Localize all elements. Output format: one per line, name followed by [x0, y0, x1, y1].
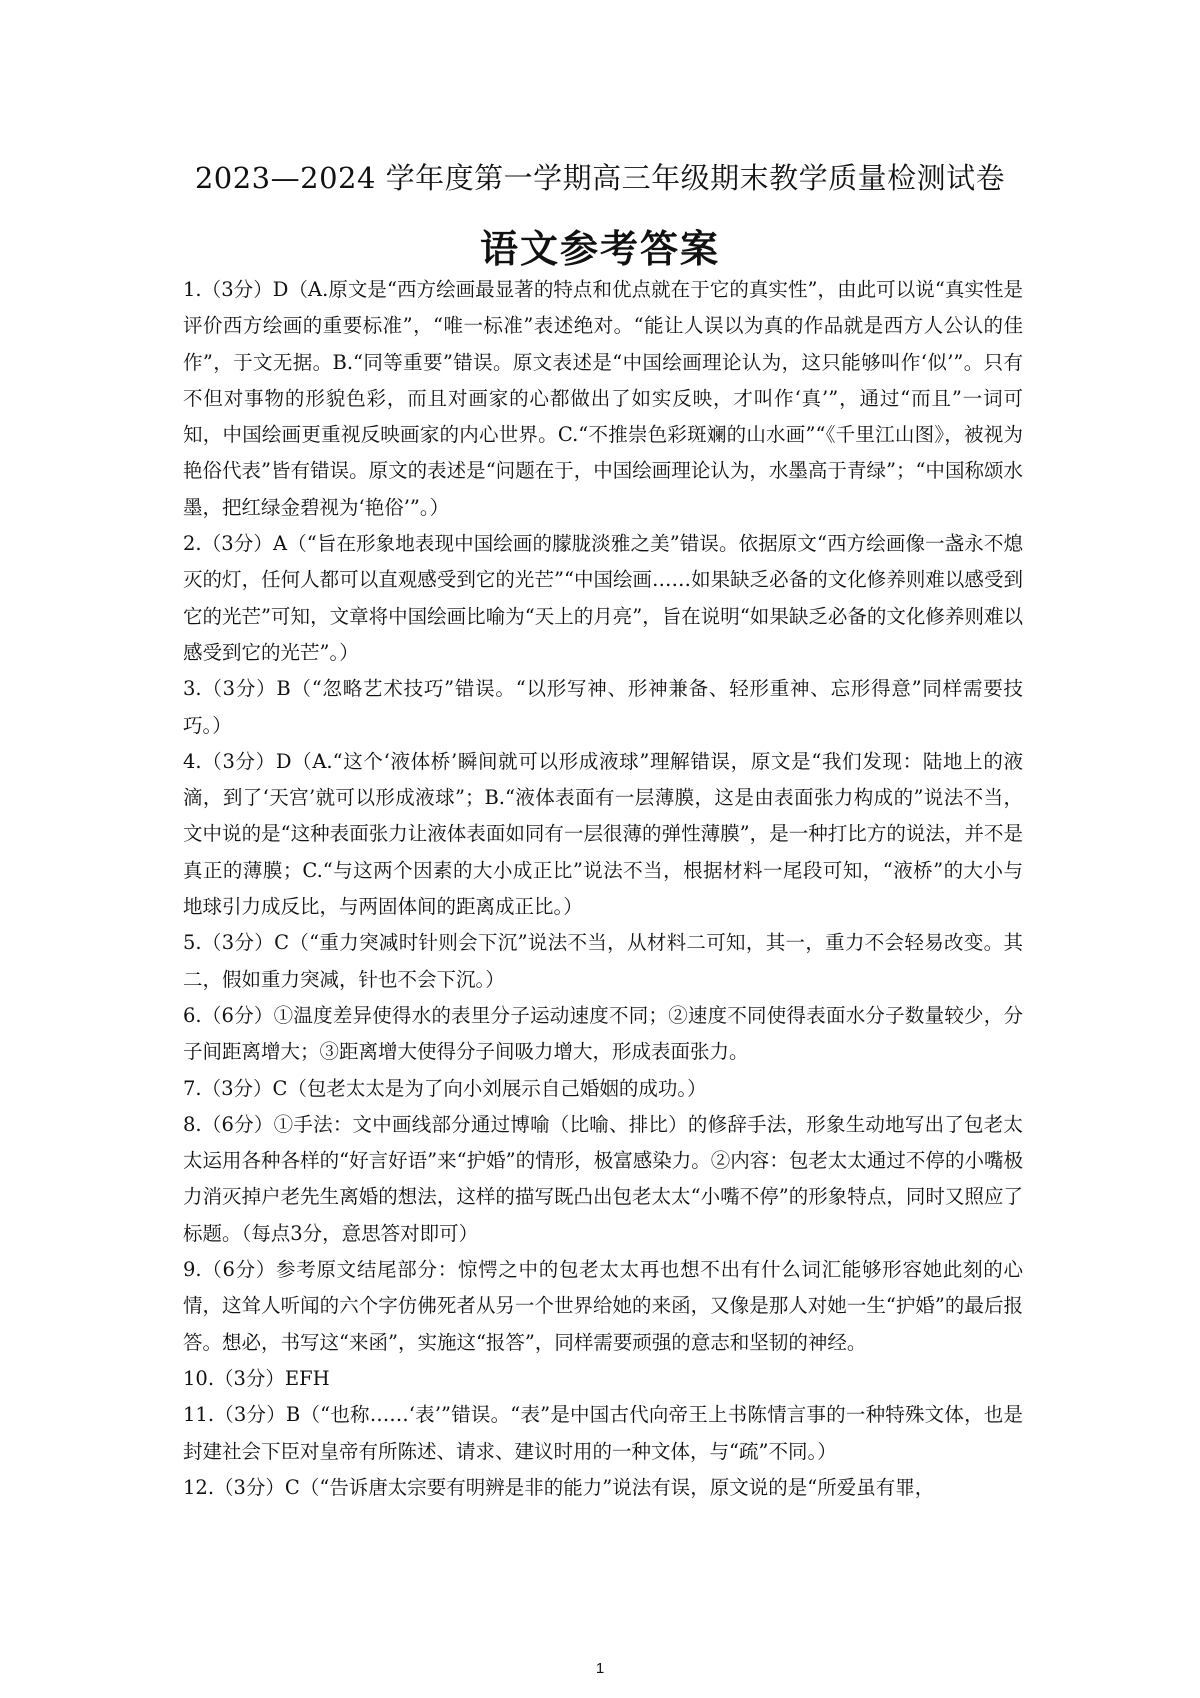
answer-list — [183, 272, 1023, 1506]
answer-item-5: 5.（3分）C（“重力突减时针则会下沉”说法不当，从材料二可知，其一，重力不会轻易改变。其二，假如重力突减，针也不会下沉。） — [183, 931, 1023, 991]
answer-item-8: 8.（6分）①手法：文中画线部分通过博喻（比喻、排比）的修辞手法，形象生动地写出了包老太太运用各种各样的“好言好语”来“护婚”的情形，极富感染力。②内容：包老太太通过不停的小嘴极力消灭掉户老先生离婚的想法，这样的描写既凸出包老太太“小嘴不停”的形象特点，同时又照应了标题。（每点3分，意思答对即可） — [183, 1112, 1023, 1245]
answer-item-2: 2.（3分）A（“旨在形象地表现中国绘画的朦胧淡雅之美”错误。依据原文“西方绘画像一盏永不熄灭的灯，任何人都可以直观感受到它的光芒”“中国绘画……如果缺乏必备的文化修养则难以感受到它的光芒”可知，文章将中国绘画比喻为“天上的月亮”，旨在说明“如果缺乏必备的文化修养则难以感受到它的光芒”。） — [183, 532, 1023, 664]
answer-item-1: 1.（3分）D（A.原文是“西方绘画最显著的特点和优点就在于它的真实性”，由此可以说“真实性是评价西方绘画的重要标准”，“唯一标准”表述绝对。“能让人误以为真的作品就是西方人公认的佳作”，于文无据。B.“同等重要”错误。原文表述是“中国绘画理论认为，这只能够叫作‘似’”。只有不但对事物的形貌色彩，而且对画家的心都做出了如实反映，才叫作‘真’”，通过“而且”一词可知，中国绘画更重视反映画家的内心世界。C.“不推崇色彩斑斓的山水画”“《千里江山图》，被视为艳俗代表”皆有错误。原文的表述是“问题在于，中国绘画理论认为，水墨高于青绿”；“中国称颂水墨，把红绿金碧视为‘艳俗’”。） — [183, 278, 1023, 519]
exam-title: 2023—2024 学年度第一学期高三年级期末教学质量检测试卷 — [194, 161, 1006, 195]
answer-item-11: 11.（3分）B（“也称……‘表’”错误。“表”是中国古代向帝王上书陈情言事的一种特殊文体，也是封建社会下臣对皇帝有所陈述、请求、建议时用的一种文体，与“疏”不同。） — [183, 1403, 1023, 1463]
answer-item-4: 4.（3分）D（A.“这个‘液体桥’瞬间就可以形成液球”理解错误，原文是“我们发现：陆地上的液滴，到了‘天宫’就可以形成液球”；B.“液体表面有一层薄膜，这是由表面张力构成的”说法不当，文中说的是“这种表面张力让液体表面如同有一层很薄的弹性薄膜”，是一种打比方的说法，并不是真正的薄膜；C.“与这两个因素的大小成正比”说法不当，根据材料一尾段可知，“液桥”的大小与地球引力成反比，与两固体间的距离成正比。） — [183, 749, 1023, 919]
answer-item-10: 10.（3分）EFH — [183, 1366, 330, 1390]
subject-title: 语文参考答案 — [479, 227, 720, 271]
answer-item-12: 12.（3分）C（“告诉唐太宗要有明辨是非的能力”说法有误，原文说的是“所爱虽有罪， — [183, 1475, 935, 1499]
answer-item-6: 6.（6分）①温度差异使得水的表里分子运动速度不同；②速度不同使得表面水分子数量较少，分子间距离增大；③距离增大使得分子间吸力增大，形成表面张力。 — [183, 1003, 1023, 1064]
page-number: 1 — [595, 1660, 605, 1677]
answer-item-3: 3.（3分）B（“忽略艺术技巧”错误。“以形写神、形神兼备、轻形重神、忘形得意”同样需要技巧。） — [183, 677, 1023, 737]
answer-item-7: 7.（3分）C（包老太太是为了向小刘展示自己婚姻的成功。） — [183, 1076, 707, 1100]
answer-item-9: 9.（6分）参考原文结尾部分：惊愕之中的包老太太再也想不出有什么词汇能够形容她此刻的心情，这耸人听闻的六个字仿佛死者从另一个世界给她的来函，又像是那人对她一生“护婚”的最后报答。想必，书写这“来函”，实施这“报答”，同样需要顽强的意志和坚韧的神经。 — [183, 1258, 1023, 1354]
